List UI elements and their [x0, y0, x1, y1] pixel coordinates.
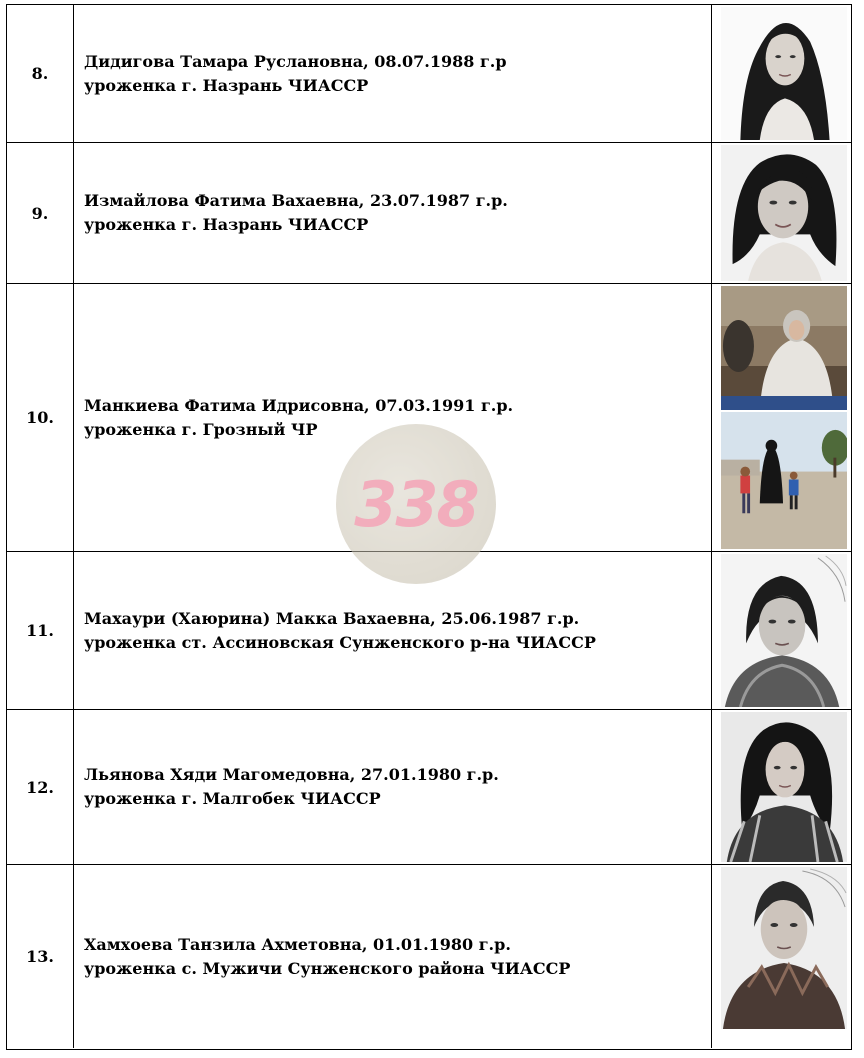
row-number: 8. — [7, 5, 74, 142]
indoor-photo — [721, 286, 847, 410]
outdoor-photo — [721, 412, 847, 549]
person-name-dob: Хамхоева Танзила Ахметовна, 01.01.1980 г.р. — [84, 934, 511, 954]
person-name-dob: Махаури (Хаюрина) Макка Вахаевна, 25.06.1987 г.р. — [84, 608, 580, 628]
portrait-photo — [721, 867, 847, 1046]
row-number: 9. — [7, 143, 74, 283]
row-number: 11. — [7, 552, 74, 709]
photo-group — [721, 286, 847, 549]
watermark-text: 338 — [354, 467, 478, 541]
person-name-dob: Измайлова Фатима Вахаевна, 23.07.1987 г.р. — [84, 191, 508, 210]
row-description — [74, 710, 712, 864]
person-name-dob: Манкиева Фатима Идрисовна, 07.03.1991 г.р. — [84, 395, 514, 415]
row-number: 10. — [7, 284, 74, 551]
row-number: 13. — [7, 865, 74, 1048]
person-birthplace: уроженка г. Малгобек ЧИАССР — [84, 789, 381, 808]
table-row — [7, 5, 851, 143]
portrait-photo — [721, 7, 847, 140]
person-name-dob: Дидигова Тамара Руслановна, 08.07.1988 г.р — [84, 51, 507, 71]
row-description — [74, 865, 712, 1048]
watermark-badge — [336, 424, 496, 584]
row-description — [74, 5, 712, 142]
portrait-photo — [721, 554, 847, 707]
person-name-dob: Льянова Хяди Магомедовна, 27.01.1980 г.р. — [84, 765, 499, 784]
row-number: 12. — [7, 710, 74, 864]
table-row — [7, 865, 851, 1048]
person-birthplace: уроженка с. Мужичи Сунженского района ЧИАССР — [84, 958, 571, 978]
portrait-photo — [721, 712, 847, 862]
table-row — [7, 143, 851, 284]
person-birthplace: уроженка г. Назрань ЧИАССР — [84, 215, 369, 234]
person-birthplace: уроженка г. Назрань ЧИАССР — [84, 75, 369, 95]
table-row — [7, 710, 851, 865]
portrait-photo — [721, 145, 847, 281]
person-birthplace: уроженка г. Грозный ЧР — [84, 419, 318, 439]
person-birthplace: уроженка ст. Ассиновская Сунженского р-на ЧИАССР — [84, 632, 596, 652]
row-description — [74, 143, 712, 283]
